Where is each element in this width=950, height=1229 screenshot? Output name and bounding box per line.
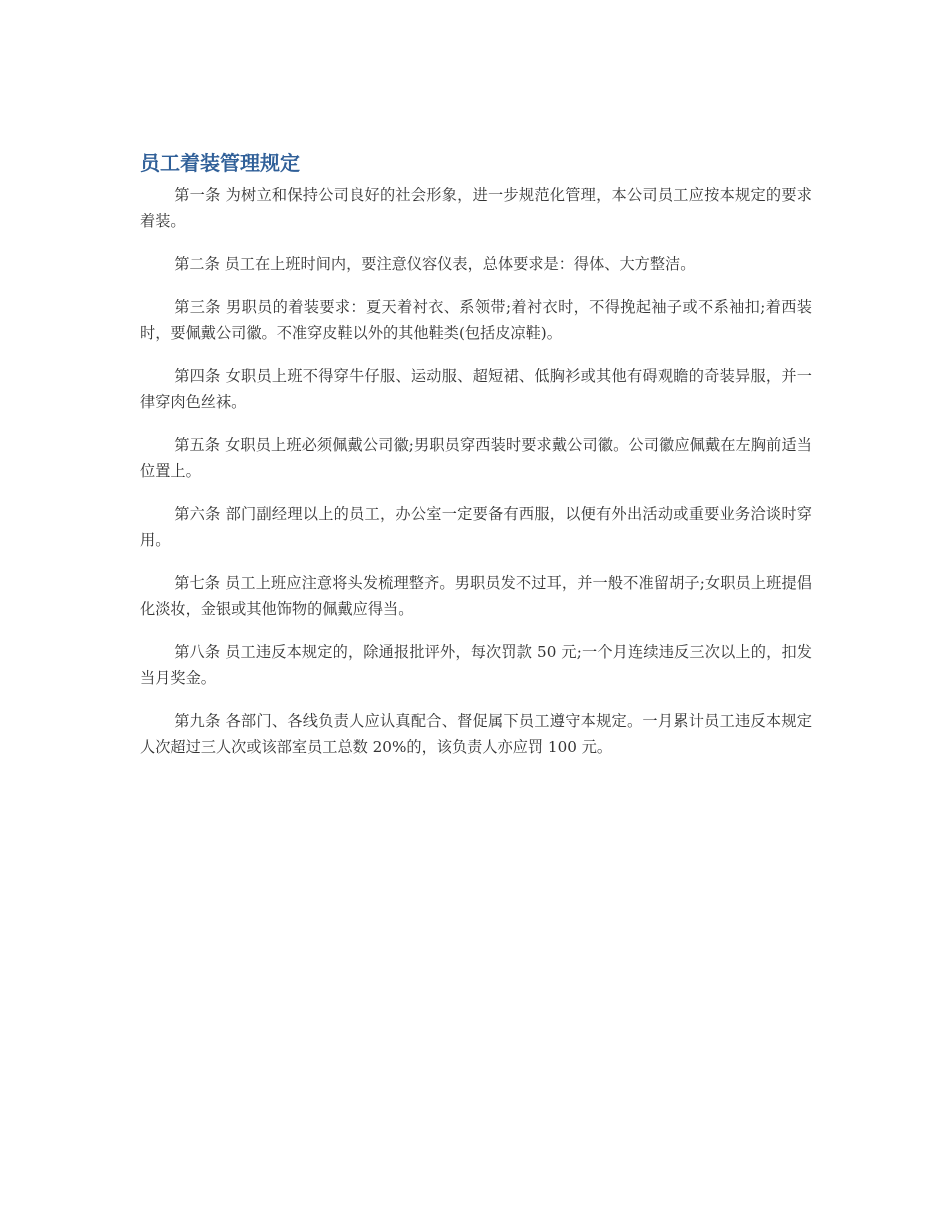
article-9: 第九条 各部门、各线负责人应认真配合、督促属下员工遵守本规定。一月累计员工违反本规定人次超过三人次或该部室员工总数 20%的，该负责人亦应罚 100 元。: [140, 712, 812, 756]
article-6: 第六条 部门副经理以上的员工，办公室一定要备有西服，以便有外出活动或重要业务洽谈时穿用。: [140, 505, 812, 549]
article-4: 第四条 女职员上班不得穿牛仔服、运动服、超短裙、低胸衫或其他有碍观瞻的奇装异服，并一律穿肉色丝袜。: [140, 367, 812, 411]
article-8: 第八条 员工违反本规定的，除通报批评外，每次罚款 50 元;一个月连续违反三次以上的，扣发当月奖金。: [140, 643, 812, 687]
document-body: [140, 148, 812, 777]
article-2: 第二条 员工在上班时间内，要注意仪容仪表，总体要求是：得体、大方整洁。: [174, 255, 696, 273]
document-title: 员工着装管理规定: [140, 151, 300, 175]
article-5: 第五条 女职员上班必须佩戴公司徽;男职员穿西装时要求戴公司徽。公司徽应佩戴在左胸前适当位置上。: [140, 436, 812, 480]
article-3: 第三条 男职员的着装要求：夏天着衬衣、系领带;着衬衣时，不得挽起袖子或不系袖扣;着西装时，要佩戴公司徽。不准穿皮鞋以外的其他鞋类(包括皮凉鞋)。: [140, 298, 812, 342]
article-1: 第一条 为树立和保持公司良好的社会形象，进一步规范化管理，本公司员工应按本规定的要求着装。: [140, 186, 812, 230]
article-7: 第七条 员工上班应注意将头发梳理整齐。男职员发不过耳，并一般不准留胡子;女职员上班提倡化淡妆，金银或其他饰物的佩戴应得当。: [140, 574, 812, 618]
